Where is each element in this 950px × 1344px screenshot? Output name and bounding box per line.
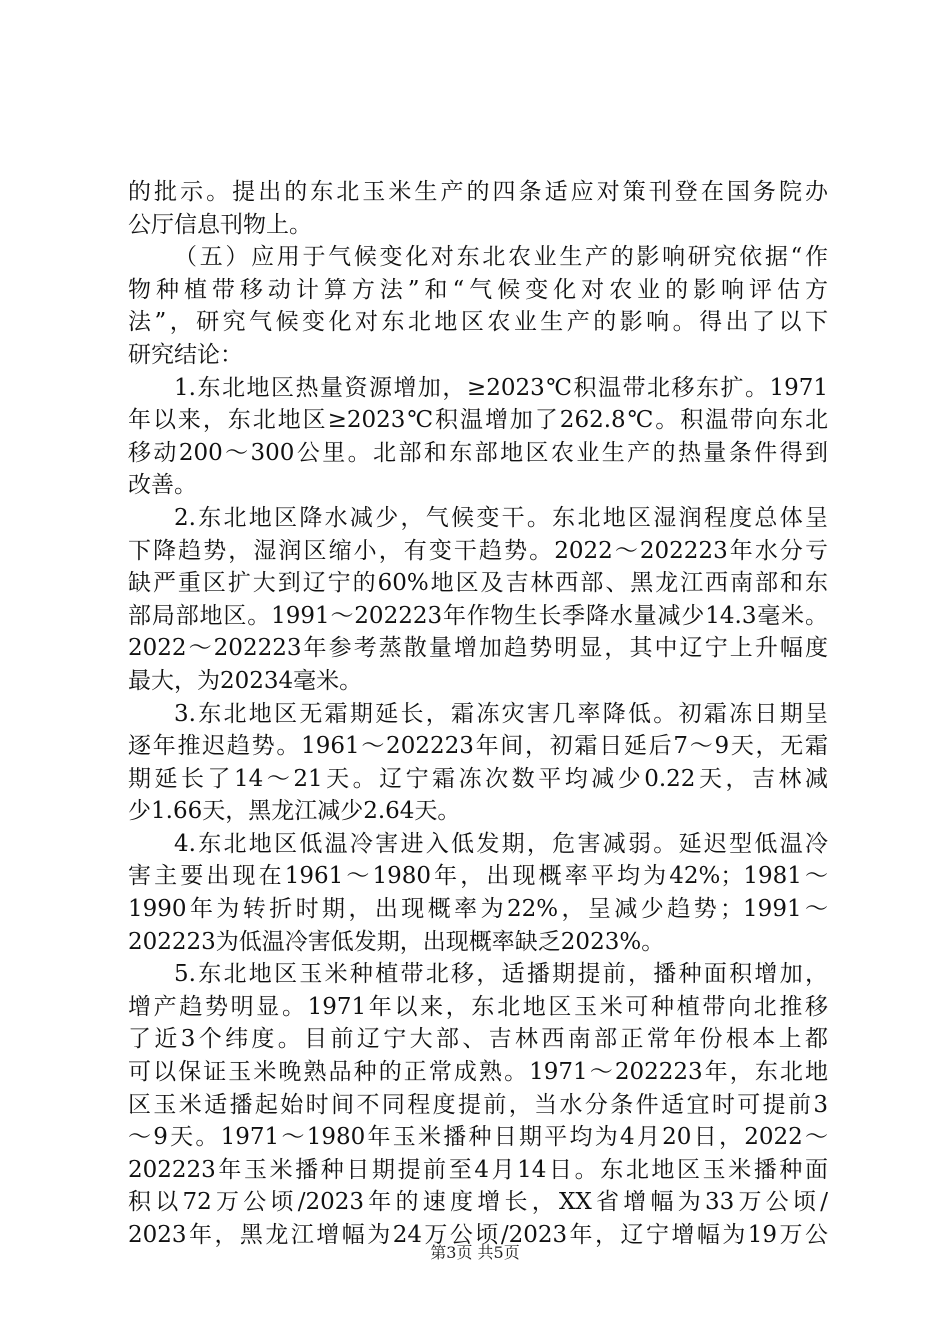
text-line: 了近3个纬度。目前辽宁大部、吉林西南部正常年份根本上都 [128, 1026, 828, 1053]
text-line: 法”，研究气候变化对东北地区农业生产的影响。得出了以下 [128, 309, 828, 336]
text-line: 部局部地区。1991～202223年作物生长季降水量减少14.3毫米。 [128, 602, 828, 629]
text-line: 下降趋势，湿润区缩小，有变干趋势。2022～202223年水分亏 [128, 537, 828, 564]
text-line: 研究结论： [128, 341, 243, 368]
text-line: 4.东北地区低温冷害进入低发期，危害减弱。延迟型低温冷 [174, 830, 828, 857]
text-line: 的批示。提出的东北玉米生产的四条适应对策刊登在国务院办 [128, 179, 828, 205]
text-line: 物种植带移动计算方法”和“气候变化对农业的影响评估方 [128, 276, 828, 303]
text-line: 害主要出现在1961～1980年，出现概率平均为42%；1981～ [128, 863, 828, 890]
text-line: 年以来，东北地区≥2023℃积温增加了262.8℃。积温带向东北 [128, 407, 828, 434]
text-line: 区玉米适播起始时间不同程度提前，当水分条件适宜时可提前3 [128, 1091, 828, 1118]
body-text [128, 176, 828, 1252]
text-line: 积以72万公顷/2023年的速度增长，XX省增幅为33万公顷/ [128, 1189, 828, 1216]
text-line: 1990年为转折时期，出现概率为22%，呈减少趋势；1991～ [128, 896, 828, 923]
text-line: 1.东北地区热量资源增加，≥2023℃积温带北移东扩。1971 [174, 374, 828, 401]
text-line: 改善。 [128, 472, 197, 499]
text-line: 公厅信息刊物上。 [128, 211, 312, 238]
page-footer: 第3页 共5页 [430, 1243, 520, 1262]
text-line: （五）应用于气候变化对东北农业生产的影响研究依据“作 [174, 244, 828, 271]
text-line: 增产趋势明显。1971年以来，东北地区玉米可种植带向北推移 [128, 993, 828, 1020]
text-line: 202223年玉米播种日期提前至4月14日。东北地区玉米播种面 [128, 1156, 828, 1183]
text-line: 202223为低温冷害低发期，出现概率缺乏2023%。 [128, 928, 665, 955]
text-line: 移动200～300公里。北部和东部地区农业生产的热量条件得到 [128, 439, 828, 466]
text-line: 2022～202223年参考蒸散量增加趋势明显，其中辽宁上升幅度 [128, 635, 828, 662]
text-line: 缺严重区扩大到辽宁的60%地区及吉林西部、黑龙江西南部和东 [128, 570, 828, 597]
text-line: 逐年推迟趋势。1961～202223年间，初霜日延后7～9天，无霜 [128, 733, 828, 760]
text-line: 2.东北地区降水减少，气候变干。东北地区湿润程度总体呈 [174, 504, 828, 531]
text-line: 5.东北地区玉米种植带北移，适播期提前，播种面积增加， [174, 961, 828, 988]
text-line: 2023年，黑龙江增幅为24万公顷/2023年，辽宁增幅为19万公 [128, 1222, 828, 1248]
text-line: 最大，为20234毫米。 [128, 667, 363, 694]
text-line: ～9天。1971～1980年玉米播种日期平均为4月20日，2022～ [128, 1124, 828, 1151]
text-line: 3.东北地区无霜期延长，霜冻灾害几率降低。初霜冻日期呈 [174, 700, 828, 727]
text-line: 期延长了14～21天。辽宁霜冻次数平均减少0.22天，吉林减 [128, 765, 828, 792]
text-line: 少1.66天，黑龙江减少2.64天。 [128, 798, 461, 825]
text-line: 可以保证玉米晚熟品种的正常成熟。1971～202223年，东北地 [128, 1059, 828, 1086]
